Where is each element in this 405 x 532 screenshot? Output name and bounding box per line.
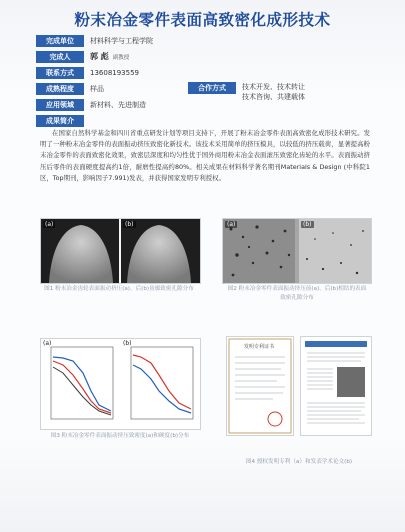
info-row-intro xyxy=(36,114,84,127)
field-label: 应用领域 xyxy=(36,99,84,111)
info-row-field xyxy=(36,98,146,111)
person-name: 郭 彪 xyxy=(90,52,109,61)
maturity-label: 成熟程度 xyxy=(36,83,84,95)
contact-label: 联系方式 xyxy=(36,67,84,79)
coop-line-1: 技术开发、技术转让 xyxy=(242,83,305,91)
info-row-coop xyxy=(188,82,305,106)
figure-2-caption: 图2 粉末冶金零件表面振动挤压前(a)、后(b)相结的表面致密孔隙分布 xyxy=(227,286,367,301)
figure-1-caption: 图1 粉末冶金齿轮表面振动挤压(a)、后(b)齿廓致密孔隙分布 xyxy=(44,286,194,292)
intro-label: 成果简介 xyxy=(36,115,84,127)
fig2-tag-a: (a) xyxy=(227,221,236,228)
info-row-maturity xyxy=(36,82,104,95)
paper-lines-svg xyxy=(301,337,371,435)
gear-tooth-a xyxy=(49,225,113,283)
fig3-tag-b: (b) xyxy=(123,340,132,347)
gear-tooth-b xyxy=(127,225,191,283)
maturity-value: 样品 xyxy=(90,84,104,93)
person-label: 完成人 xyxy=(36,51,84,63)
figure-1-image xyxy=(40,218,201,284)
figure-2-image xyxy=(222,218,372,284)
seal-icon xyxy=(268,412,282,426)
certificate-lines-svg xyxy=(227,337,293,435)
paper-image xyxy=(300,336,372,436)
figure-4-caption: 图4 授权发明专利（a）和发表学术论文(b) xyxy=(245,459,353,465)
patent-cert-title: 发明专利证书 xyxy=(243,344,274,350)
fig3-tag-a: (a) xyxy=(43,340,52,347)
unit-label: 完成单位 xyxy=(36,35,84,47)
density-curve-2 xyxy=(53,361,111,413)
paper-figure-thumb xyxy=(337,367,365,397)
coop-label: 合作方式 xyxy=(188,82,236,94)
body-paragraph: 在国家自然科学基金和四川省重点研发计划等项目支持下，开展了粉末冶金零件表面高致密化成形技术研究。发明了一种粉末冶金零件的表面振动挤压致密化新技术。该技术采用简单的挤压模具，以较低的挤压载荷，显著提高粉末冶金零件的表面致密化效果，致密层深度和均匀性优于国外商用粉末冶金表面滚压致密化齿轮的水平。表面振动挤压后零件的表面硬度提高约1倍，耐磨性提高约80%。相关成果在材料科学著名期刊Materials & Design (中科院1区，Top期刊，影响因子7.991)发表，并获得国家发明专利授权。 xyxy=(40,129,370,182)
hardness-curve-2 xyxy=(133,365,191,413)
gear-micrograph-svg xyxy=(41,219,200,283)
fig2-tag-b: (b) xyxy=(303,221,312,228)
fig1-tag-a: (a) xyxy=(45,221,54,228)
person-title: 副教授 xyxy=(112,55,130,61)
figure-3-image xyxy=(40,338,201,430)
unit-value: 材料科学与工程学院 xyxy=(90,36,153,45)
density-hardness-plots-svg xyxy=(41,339,200,429)
contact-value: 13608193559 xyxy=(90,68,139,77)
info-row-unit xyxy=(36,34,153,47)
density-curve-3 xyxy=(53,367,111,415)
page-title: 粉末冶金零件表面高致密化成形技术 xyxy=(74,11,331,29)
info-row-contact xyxy=(36,66,139,79)
field-value: 新材料、先进制造 xyxy=(90,100,146,109)
fig1-tag-b: (b) xyxy=(125,221,134,228)
coop-line-2: 技术咨询、共建载体 xyxy=(242,93,305,101)
hardness-curve-1 xyxy=(133,355,191,409)
porosity-micrograph-svg xyxy=(223,219,371,283)
patent-certificate-image xyxy=(226,336,294,436)
info-row-person xyxy=(36,50,129,63)
figure-3-caption: 图3 粉末冶金零件表面振动挤压致密度(a)和硬度(b)分布 xyxy=(50,433,190,439)
